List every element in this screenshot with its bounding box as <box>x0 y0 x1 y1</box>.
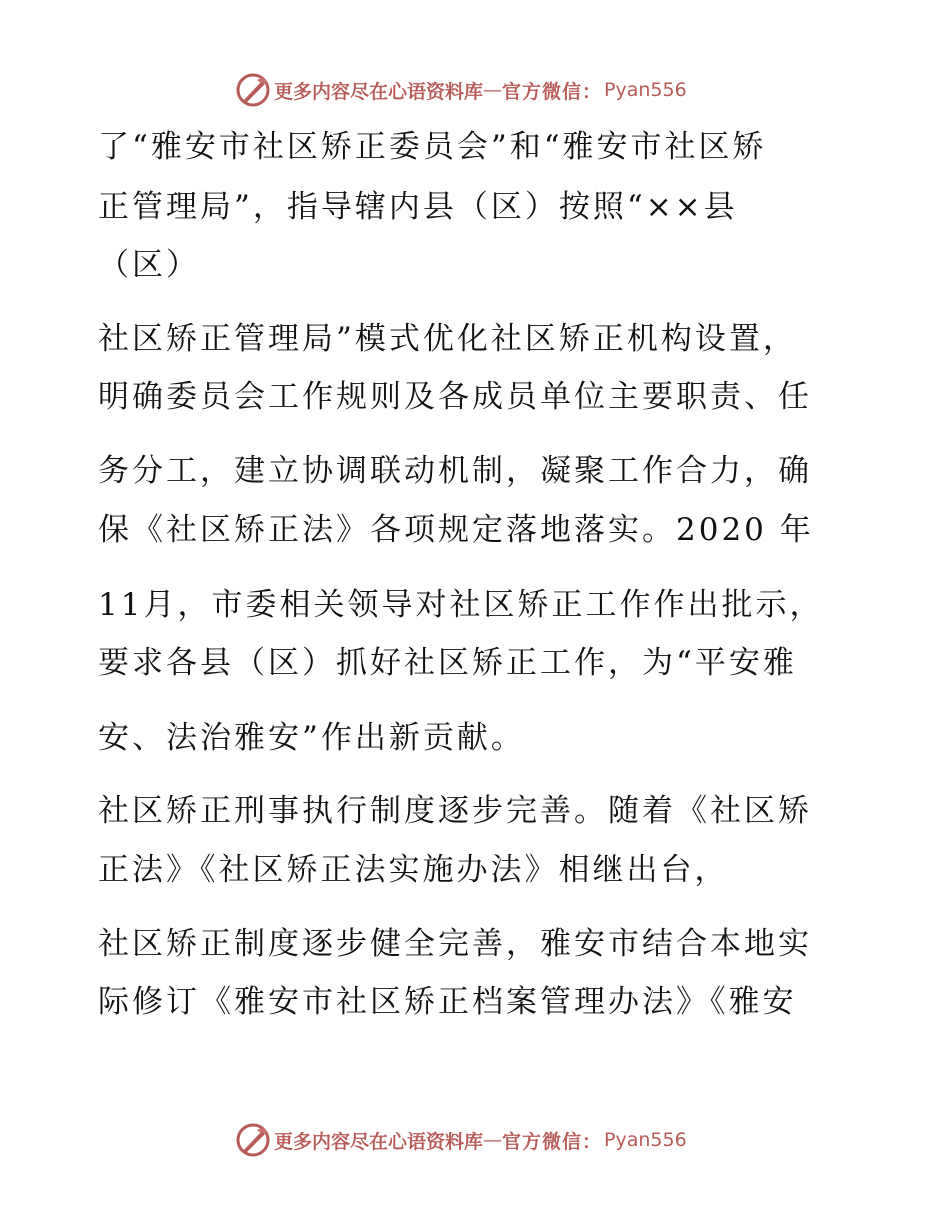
quill-pen-logo-icon <box>235 72 271 108</box>
body-line: 务分工，建立协调联动机制，凝聚工作合力，确 <box>98 453 812 489</box>
watermark-contact-label: 官方微信： <box>502 80 603 103</box>
watermark-site-text: 更多内容尽在心语资料库 <box>274 80 484 103</box>
body-line: 保《社区矫正法》各项规定落地落实。2020 年 <box>98 512 814 548</box>
header-watermark <box>235 72 687 108</box>
watermark-contact-label: 官方微信： <box>502 1130 603 1153</box>
body-line: 了“雅安市社区矫正委员会”和“雅安市社区矫 <box>98 129 767 165</box>
body-line: （区） <box>98 247 200 283</box>
body-line: 要求各县（区）抓好社区矫正工作，为“平安雅 <box>98 645 797 681</box>
watermark-separator: — <box>483 1129 503 1151</box>
body-line: 社区矫正刑事执行制度逐步完善。随着《社区矫 <box>98 793 812 829</box>
watermark-site-text: 更多内容尽在心语资料库 <box>274 1130 484 1153</box>
watermark-contact-id: Pyan556 <box>604 1129 687 1151</box>
footer-watermark <box>235 1122 687 1158</box>
body-line: 明确委员会工作规则及各成员单位主要职责、任 <box>98 379 812 415</box>
body-line: 11月，市委相关领导对社区矫正工作作出批示， <box>98 587 824 623</box>
body-line: 正管理局”，指导辖内县（区）按照“××县 <box>98 189 738 225</box>
body-line: 正法》《社区矫正法实施办法》相继出台， <box>98 852 729 888</box>
body-line: 社区矫正管理局”模式优化社区矫正机构设置， <box>98 321 797 357</box>
body-line: 社区矫正制度逐步健全完善，雅安市结合本地实 <box>98 926 812 962</box>
watermark-contact-id: Pyan556 <box>604 79 687 101</box>
body-line: 安、法治雅安”作出新贡献。 <box>98 720 525 756</box>
watermark-separator: — <box>483 79 503 101</box>
body-line: 际修订《雅安市社区矫正档案管理办法》《雅安 <box>98 984 797 1020</box>
quill-pen-logo-icon <box>235 1122 271 1158</box>
